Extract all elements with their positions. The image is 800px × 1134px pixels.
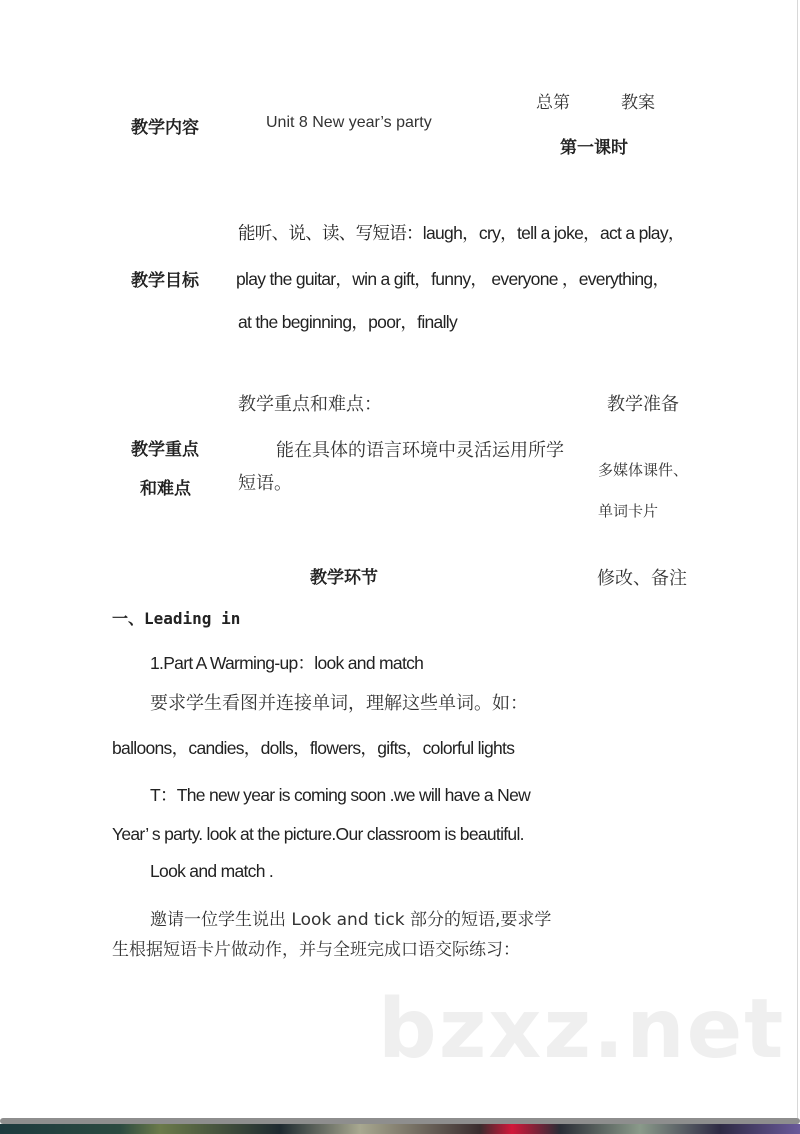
section-title: 一、Leading in	[112, 609, 241, 628]
key-points-heading: 教学重点和难点：	[238, 394, 382, 415]
lesson-label: 第一课时	[560, 138, 628, 158]
unit-title: Unit 8 New year’s party	[266, 114, 432, 131]
procedure-line: balloons，candies，dolls，flowers，gifts，colorful lights	[112, 738, 515, 758]
objectives-line: at the beginning，poor，finally	[238, 312, 458, 332]
watermark: bzxz.net	[378, 982, 786, 1077]
notes-heading: 修改、备注	[597, 568, 687, 589]
objectives-line: play the guitar，win a gift，funny， everyone ，everything，	[236, 269, 670, 289]
procedure-line: Year’ s party. look at the picture.Our classroom is beautiful.	[112, 824, 524, 844]
procedure-line: 1.Part A Warming-up：look and match	[150, 653, 424, 673]
prep-heading: 教学准备	[607, 394, 679, 415]
procedure-line: T：The new year is coming soon .we will have a New	[150, 785, 531, 805]
key-points-text: 能在具体的语言环境中灵活运用所学	[276, 440, 564, 461]
content-label: 教学内容	[131, 118, 199, 138]
procedure-line: 生根据短语卡片做动作，并与全班完成口语交际练习：	[112, 940, 520, 960]
desktop-background	[0, 1124, 800, 1134]
key-points-label: 教学重点	[131, 440, 199, 460]
procedure-line: Look and match .	[150, 861, 274, 881]
key-points-text-2: 短语。	[238, 473, 292, 494]
plan-label: 教案	[621, 93, 655, 113]
procedure-line: 要求学生看图并连接单词，理解这些单词。如：	[150, 693, 528, 714]
procedure-heading: 教学环节	[310, 568, 378, 588]
procedure-line: 邀请一位学生说出 Look and tick 部分的短语,要求学	[150, 910, 552, 930]
objectives-line: 能听、说、读、写短语：laugh，cry，tell a joke，act a play，	[238, 223, 685, 243]
page-edge	[797, 0, 798, 1118]
prep-item: 单词卡片	[598, 502, 659, 520]
key-points-label-2: 和难点	[140, 479, 191, 499]
total-label: 总第	[536, 93, 570, 113]
objectives-label: 教学目标	[131, 271, 199, 291]
prep-item: 多媒体课件、	[598, 461, 689, 479]
